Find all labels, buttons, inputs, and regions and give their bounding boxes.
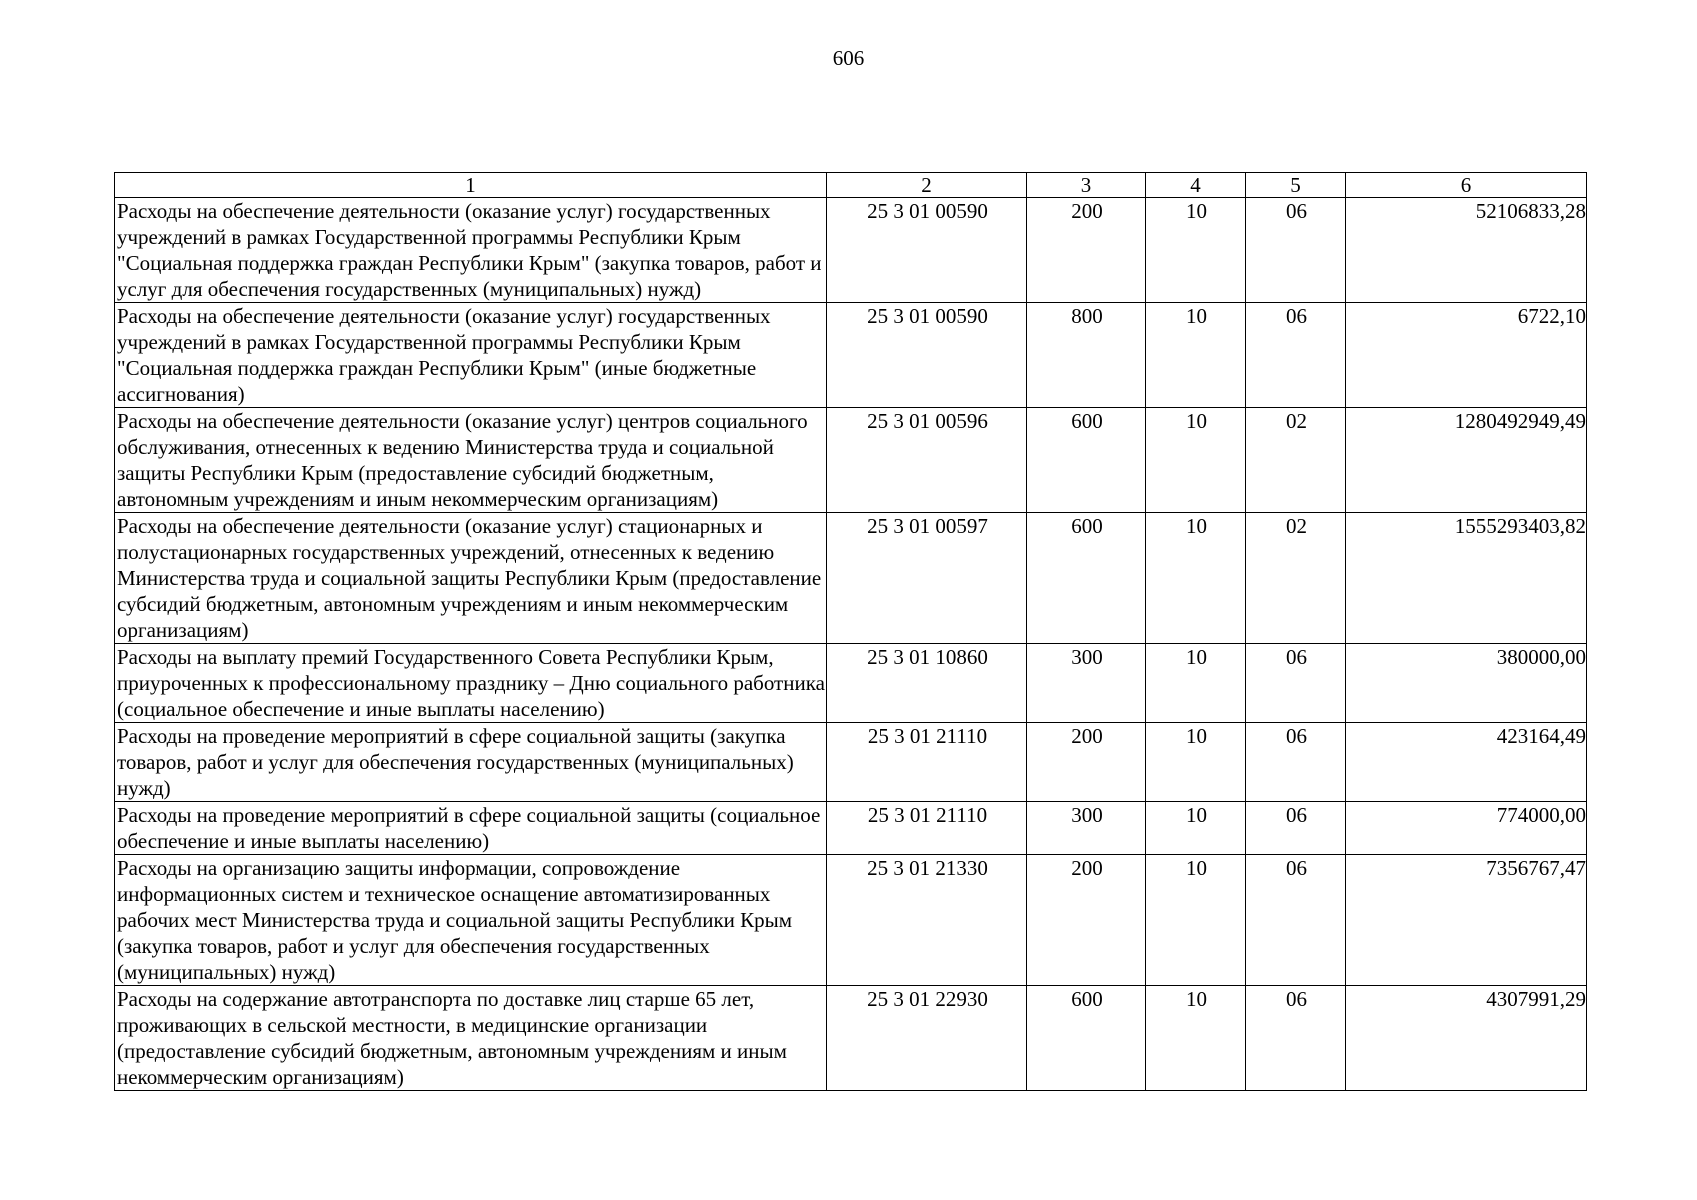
table-row — [115, 198, 1587, 303]
row-expense-type: 300 — [1027, 802, 1146, 855]
row-expense-type: 300 — [1027, 644, 1146, 723]
table-row — [115, 723, 1587, 802]
row-subsection: 06 — [1246, 723, 1346, 802]
row-subsection: 06 — [1246, 802, 1346, 855]
column-header: 4 — [1146, 173, 1246, 198]
row-section: 10 — [1146, 986, 1246, 1091]
row-amount: 423164,49 — [1346, 723, 1587, 802]
row-target-code: 25 3 01 21110 — [827, 802, 1027, 855]
column-header: 6 — [1346, 173, 1587, 198]
row-amount: 774000,00 — [1346, 802, 1587, 855]
table-row — [115, 303, 1587, 408]
row-expense-type: 600 — [1027, 408, 1146, 513]
row-subsection: 02 — [1246, 513, 1346, 644]
row-section: 10 — [1146, 198, 1246, 303]
row-section: 10 — [1146, 408, 1246, 513]
table-row — [115, 802, 1587, 855]
row-description: Расходы на организацию защиты информации, сопровождение информационных систем и техническое оснащение автоматизированных рабочих мест Министерства труда и социальной защиты Республики Крым (закупка товаров, работ и услуг для обеспечения государственных (муниципальных) нужд) — [115, 855, 827, 986]
row-description: Расходы на обеспечение деятельности (оказание услуг) государственных учреждений в рамках Государственной программы Республики Крым "Социальная поддержка граждан Республики Крым" (закупка товаров, работ и услуг для обеспечения государственных (муниципальных) нужд) — [115, 198, 827, 303]
column-header: 5 — [1246, 173, 1346, 198]
column-header: 1 — [115, 173, 827, 198]
row-description: Расходы на содержание автотранспорта по доставке лиц старше 65 лет, проживающих в сельской местности, в медицинские организации (предоставление субсидий бюджетным, автономным учреждениям и иным некоммерческим организациям) — [115, 986, 827, 1091]
row-target-code: 25 3 01 00597 — [827, 513, 1027, 644]
row-expense-type: 600 — [1027, 986, 1146, 1091]
column-header: 2 — [827, 173, 1027, 198]
row-subsection: 02 — [1246, 408, 1346, 513]
row-subsection: 06 — [1246, 855, 1346, 986]
row-target-code: 25 3 01 00590 — [827, 303, 1027, 408]
table-header-row — [115, 173, 1587, 198]
row-subsection: 06 — [1246, 303, 1346, 408]
row-subsection: 06 — [1246, 198, 1346, 303]
row-subsection: 06 — [1246, 986, 1346, 1091]
row-amount: 6722,10 — [1346, 303, 1587, 408]
row-description: Расходы на проведение мероприятий в сфере социальной защиты (социальное обеспечение и иные выплаты населению) — [115, 802, 827, 855]
row-section: 10 — [1146, 644, 1246, 723]
row-target-code: 25 3 01 21330 — [827, 855, 1027, 986]
row-amount: 380000,00 — [1346, 644, 1587, 723]
table-row — [115, 986, 1587, 1091]
column-header: 3 — [1027, 173, 1146, 198]
row-description: Расходы на обеспечение деятельности (оказание услуг) центров социального обслуживания, отнесенных к ведению Министерства труда и социальной защиты Республики Крым (предоставление субсидий бюджетным, автономным учреждениям и иным некоммерческим организациям) — [115, 408, 827, 513]
budget-table — [114, 172, 1587, 1091]
row-target-code: 25 3 01 00590 — [827, 198, 1027, 303]
row-amount: 1555293403,82 — [1346, 513, 1587, 644]
row-target-code: 25 3 01 10860 — [827, 644, 1027, 723]
table-row — [115, 408, 1587, 513]
row-expense-type: 200 — [1027, 198, 1146, 303]
row-section: 10 — [1146, 303, 1246, 408]
row-expense-type: 200 — [1027, 723, 1146, 802]
row-amount: 7356767,47 — [1346, 855, 1587, 986]
row-subsection: 06 — [1246, 644, 1346, 723]
row-description: Расходы на обеспечение деятельности (оказание услуг) стационарных и полустационарных государственных учреждений, отнесенных к ведению Министерства труда и социальной защиты Республики Крым (предоставление субсидий бюджетным, автономным учреждениям и иным некоммерческим организациям) — [115, 513, 827, 644]
row-section: 10 — [1146, 855, 1246, 986]
row-target-code: 25 3 01 00596 — [827, 408, 1027, 513]
row-expense-type: 200 — [1027, 855, 1146, 986]
row-expense-type: 600 — [1027, 513, 1146, 644]
table-row — [115, 513, 1587, 644]
row-section: 10 — [1146, 723, 1246, 802]
row-amount: 1280492949,49 — [1346, 408, 1587, 513]
row-amount: 4307991,29 — [1346, 986, 1587, 1091]
row-amount: 52106833,28 — [1346, 198, 1587, 303]
row-description: Расходы на выплату премий Государственного Совета Республики Крым, приуроченных к профессиональному празднику – Дню социального работника (социальное обеспечение и иные выплаты населению) — [115, 644, 827, 723]
row-target-code: 25 3 01 21110 — [827, 723, 1027, 802]
row-expense-type: 800 — [1027, 303, 1146, 408]
page-number: 606 — [832, 46, 865, 70]
row-target-code: 25 3 01 22930 — [827, 986, 1027, 1091]
row-description: Расходы на обеспечение деятельности (оказание услуг) государственных учреждений в рамках Государственной программы Республики Крым "Социальная поддержка граждан Республики Крым" (иные бюджетные ассигнования) — [115, 303, 827, 408]
table-row — [115, 855, 1587, 986]
row-description: Расходы на проведение мероприятий в сфере социальной защиты (закупка товаров, работ и услуг для обеспечения государственных (муниципальных) нужд) — [115, 723, 827, 802]
table-row — [115, 644, 1587, 723]
row-section: 10 — [1146, 513, 1246, 644]
row-section: 10 — [1146, 802, 1246, 855]
